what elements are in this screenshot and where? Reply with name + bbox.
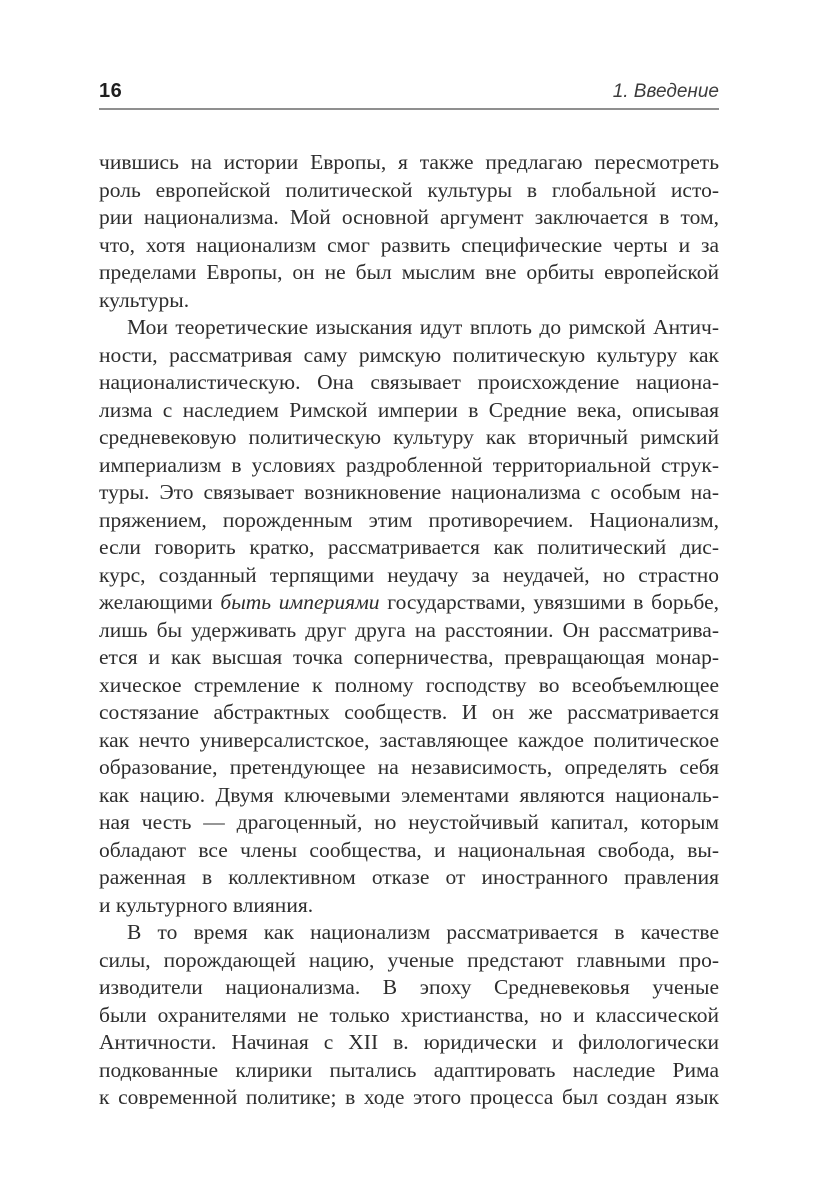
running-header bbox=[99, 80, 719, 110]
text-line: чившись на истории Европы, я также предлагаю пересмотреть bbox=[99, 150, 719, 174]
page-number: 16 bbox=[99, 80, 123, 102]
text-line: изводители национализма. В эпоху Средневековья ученые bbox=[99, 975, 719, 999]
text-line: ности, рассматривая саму римскую политическую культуру как bbox=[99, 342, 719, 367]
text-line: Мои теоретические изыскания идут вплоть до римской Антич- bbox=[127, 315, 719, 339]
text-line: и культурного влияния. bbox=[99, 892, 314, 917]
text-line: хическое стремление к полному господству во всеобъемлющее bbox=[99, 672, 719, 697]
text-line: ная честь — драгоценный, но неустойчивый капитал, которым bbox=[99, 810, 719, 834]
text-line: что, хотя национализм смог развить специфические черты и за bbox=[99, 232, 719, 257]
text-line: лизма с наследием Римской империи в Средние века, описывая bbox=[99, 397, 719, 422]
text-line: желающими быть империями государствами, увязшими в борьбе, bbox=[99, 590, 719, 614]
text-line: культуры. bbox=[99, 287, 190, 312]
text-line: пределами Европы, он не был мыслим вне орбиты европейской bbox=[99, 260, 719, 284]
text-line: образование, претендующее на независимость, определять себя bbox=[99, 755, 719, 779]
chapter-title: 1. Введение bbox=[612, 81, 719, 102]
text-line: националистическую. Она связывает происхождение национа- bbox=[99, 370, 719, 394]
text-line: пряжением, порожденным этим противоречием. Национализм, bbox=[99, 507, 719, 532]
text-line: роль европейской политической культуры в глобальной исто- bbox=[99, 177, 719, 202]
text-line: В то время как национализм рассматривается в качестве bbox=[127, 920, 719, 944]
text-line: ется и как высшая точка соперничества, превращающая монар- bbox=[99, 645, 719, 669]
text-line: раженная в коллективном отказе от иностранного правления bbox=[99, 865, 719, 889]
text-line: состязание абстрактных сообществ. И он же рассматривается bbox=[99, 700, 719, 724]
text-line: силы, порождающей нацию, ученые предстают главными про- bbox=[99, 947, 719, 972]
text-line: Античности. Начиная с XII в. юридически и филологически bbox=[99, 1030, 719, 1054]
text-line: как нечто универсалистское, заставляющее каждое политическое bbox=[99, 727, 719, 752]
text-line: подкованные клирики пытались адаптировать наследие Рима bbox=[99, 1057, 719, 1082]
text-line: были охранителями не только христианства, но и классической bbox=[99, 1002, 719, 1027]
text-line: если говорить кратко, рассматривается как политический дис- bbox=[99, 535, 719, 559]
text-line: обладают все члены сообщества, и национальная свобода, вы- bbox=[99, 837, 719, 862]
text-line: лишь бы удерживать друг друга на расстоянии. Он рассматрива- bbox=[99, 617, 719, 642]
text-line: к современной политике; в ходе этого процесса был создан язык bbox=[99, 1085, 719, 1109]
text-line: туры. Это связывает возникновение национализма с особым на- bbox=[99, 480, 719, 504]
text-line: как нацию. Двумя ключевыми элементами являются националь- bbox=[99, 782, 719, 807]
text-line: средневековую политическую культуру как вторичный римский bbox=[99, 425, 719, 449]
text-line: рии национализма. Мой основной аргумент заключается в том, bbox=[99, 205, 719, 229]
text-line: империализм в условиях раздробленной территориальной струк- bbox=[99, 452, 719, 477]
text-line: курс, созданный терпящими неудачу за неудачей, но страстно bbox=[99, 562, 719, 587]
italic-phrase: быть империями bbox=[220, 590, 380, 614]
text-block bbox=[99, 149, 719, 1112]
